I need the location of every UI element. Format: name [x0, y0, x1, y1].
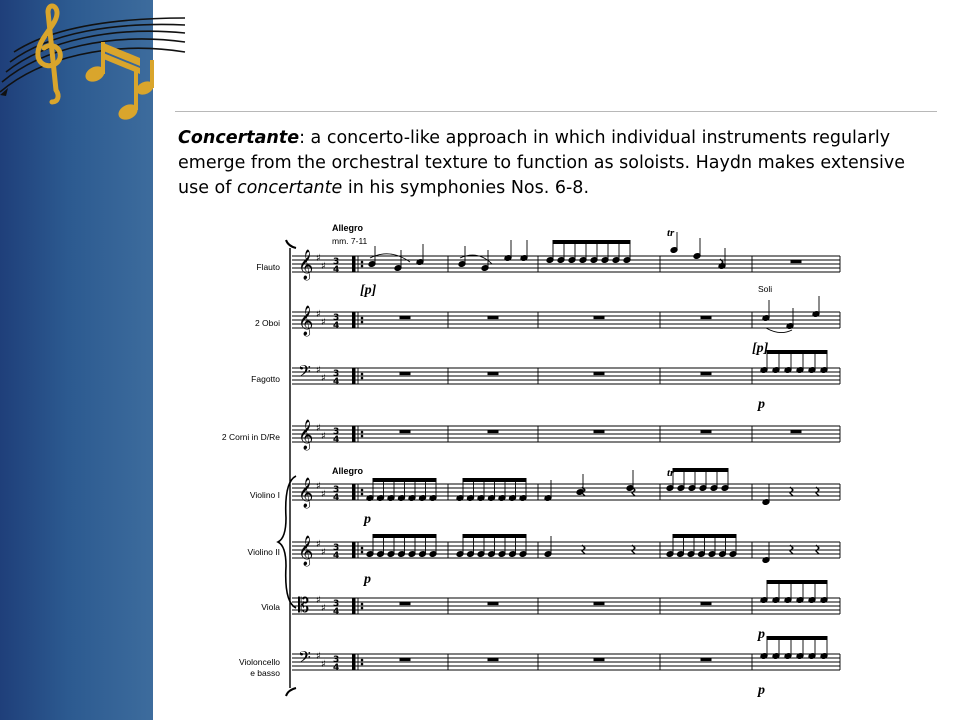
repeat-bar — [352, 368, 356, 384]
time-sig-bottom: 4 — [333, 435, 340, 445]
whole-rest — [701, 372, 711, 375]
sharp-icon: ♯ — [316, 365, 321, 376]
repeat-dot — [361, 493, 364, 496]
bass-clef-icon: 𝄢 — [298, 647, 311, 671]
whole-rest — [594, 430, 604, 433]
treble-clef-icon: 𝄞 — [298, 250, 314, 280]
treble-clef-icon: 𝄞 — [298, 536, 314, 566]
whole-rest — [488, 372, 498, 375]
repeat-bar — [352, 426, 356, 442]
repeat-dot — [361, 261, 364, 264]
sharp-icon: ♯ — [316, 481, 321, 492]
instrument-label-cello: Violoncello — [239, 657, 280, 667]
trill-mark-flute: tr — [667, 227, 675, 239]
whole-rest — [400, 430, 410, 433]
sharp-icon: ♯ — [316, 539, 321, 550]
time-sig-top: 3 — [333, 257, 340, 267]
time-sig-bottom: 4 — [333, 663, 340, 673]
instrument-label-violin-1: Violino I — [249, 490, 280, 500]
dynamic-bassoon: p — [758, 397, 765, 412]
definition-text-2: in his symphonies Nos. 6-8. — [342, 178, 590, 198]
beam — [463, 479, 526, 482]
instrument-label-violin-2: Violino II — [247, 547, 280, 557]
whole-rest — [594, 372, 604, 375]
repeat-bar — [352, 654, 356, 670]
time-sig-bottom: 4 — [333, 493, 340, 503]
bass-clef-icon: 𝄢 — [298, 361, 311, 385]
treble-clef-icon: 𝄞 — [298, 420, 314, 450]
whole-rest — [400, 316, 410, 319]
whole-rest — [594, 316, 604, 319]
treble-clef-icon — [38, 6, 60, 102]
slur — [370, 254, 410, 262]
time-sig-top: 3 — [333, 313, 340, 323]
beam — [767, 637, 827, 640]
beam — [373, 479, 436, 482]
bracket-bottom — [286, 688, 296, 696]
instrument-label-oboe: 2 Oboi — [254, 318, 280, 328]
measures-label: mm. 7-11 — [332, 236, 368, 246]
beam — [673, 535, 736, 538]
sharp-icon: ♯ — [321, 489, 326, 500]
treble-clef-icon: 𝄞 — [298, 478, 314, 508]
beam — [463, 535, 526, 538]
repeat-dot — [361, 603, 364, 606]
whole-rest — [701, 658, 711, 661]
whole-rest — [488, 316, 498, 319]
repeat-bar — [352, 256, 356, 272]
sharp-icon: ♯ — [321, 659, 326, 670]
whole-rest — [400, 658, 410, 661]
instrument-label-cello-line2: e basso — [250, 668, 280, 678]
repeat-dot — [361, 265, 364, 268]
whole-rest — [594, 658, 604, 661]
time-sig-top: 3 — [333, 427, 340, 437]
beam — [373, 535, 436, 538]
time-sig-bottom: 4 — [333, 607, 340, 617]
sharp-icon: ♯ — [321, 547, 326, 558]
dynamic-violin-2: p — [364, 572, 371, 587]
beam — [673, 469, 728, 472]
repeat-dot — [361, 659, 364, 662]
sharp-icon: ♯ — [321, 431, 326, 442]
instrument-label-horns: 2 Corni in D/Re — [221, 432, 280, 442]
whole-rest — [594, 602, 604, 605]
sharp-icon: ♯ — [316, 253, 321, 264]
definition-paragraph — [178, 126, 918, 201]
tempo-marking-strings: Allegro — [332, 466, 364, 476]
time-sig-bottom: 4 — [333, 321, 340, 331]
repeat-bar — [352, 312, 356, 328]
whole-rest — [701, 602, 711, 605]
repeat-dot — [361, 607, 364, 610]
repeat-bar — [352, 598, 356, 614]
whole-rest — [791, 430, 801, 433]
beam — [553, 241, 630, 244]
repeat-dot — [361, 373, 364, 376]
repeat-dot — [361, 321, 364, 324]
instrument-label-bassoon: Fagotto — [251, 374, 280, 384]
time-sig-top: 3 — [333, 485, 340, 495]
beam — [767, 351, 827, 354]
repeat-dot — [361, 547, 364, 550]
time-sig-top: 3 — [333, 369, 340, 379]
sharp-icon: ♯ — [321, 603, 326, 614]
score-excerpt — [200, 218, 860, 713]
whole-rest — [400, 372, 410, 375]
eighth-notes-icon — [83, 42, 156, 123]
bracket-top — [286, 240, 296, 248]
definition-emphasis: concertante — [236, 178, 343, 198]
repeat-dot — [361, 489, 364, 492]
repeat-dot — [361, 431, 364, 434]
time-sig-bottom: 4 — [333, 265, 340, 275]
whole-rest — [488, 658, 498, 661]
repeat-bar — [352, 484, 356, 500]
repeat-dot — [361, 377, 364, 380]
dynamic-cello: p — [758, 683, 765, 698]
sharp-icon: ♯ — [321, 373, 326, 384]
whole-rest — [400, 602, 410, 605]
soli-label: Soli — [758, 284, 773, 294]
time-sig-bottom: 4 — [333, 551, 340, 561]
dynamic-violin-1: p — [364, 512, 371, 527]
treble-clef-icon: 𝄞 — [298, 306, 314, 336]
time-sig-bottom: 4 — [333, 377, 340, 387]
header-divider — [175, 111, 937, 112]
definition-text-1: : a concerto-like approach in which individual instruments regularly emerge from the orchestral texture to function as soloists. Haydn makes extensive use of — [178, 128, 905, 198]
whole-rest — [488, 430, 498, 433]
instrument-label-flute: Flauto — [256, 262, 280, 272]
music-notes-logo — [0, 0, 200, 130]
repeat-bar — [352, 542, 356, 558]
whole-rest — [791, 260, 801, 263]
repeat-dot — [361, 551, 364, 554]
repeat-dot — [361, 317, 364, 320]
time-sig-top: 3 — [333, 543, 340, 553]
instrument-label-viola: Viola — [261, 602, 280, 612]
sharp-icon: ♯ — [316, 595, 321, 606]
dynamic-flute: [p] — [360, 283, 377, 298]
definition-term: Concertante — [178, 128, 300, 148]
sharp-icon: ♯ — [321, 317, 326, 328]
tempo-marking-top: Allegro — [332, 223, 364, 233]
time-sig-top: 3 — [333, 655, 340, 665]
sharp-icon: ♯ — [321, 261, 326, 272]
trill-mark-violin: tr — [667, 467, 675, 479]
whole-rest — [701, 430, 711, 433]
whole-rest — [701, 316, 711, 319]
sharp-icon: ♯ — [316, 423, 321, 434]
alto-clef-icon: 𝄡 — [298, 593, 310, 617]
whole-rest — [488, 602, 498, 605]
repeat-dot — [361, 435, 364, 438]
dynamic-oboe: [p] — [752, 341, 769, 356]
sharp-icon: ♯ — [316, 651, 321, 662]
dynamic-viola: p — [758, 627, 765, 642]
sharp-icon: ♯ — [316, 309, 321, 320]
repeat-dot — [361, 663, 364, 666]
time-sig-top: 3 — [333, 599, 340, 609]
beam — [767, 581, 827, 584]
